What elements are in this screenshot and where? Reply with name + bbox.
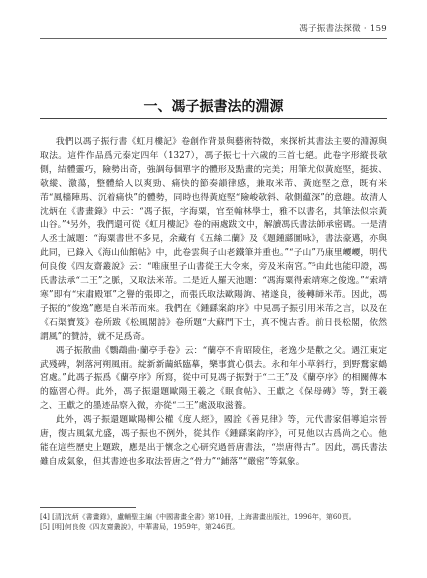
paragraph: 馮子振散曲《鸚鵡曲·蘭亭手卷》云：“蘭亭不肯昭陵住，老逸少是歡之父。遇江東定武殘碑，剝落河朔風雨。綻新新繭紙臨摹，樂事賞心俱去。永和年小草斜行，到野鶩家鶴宮處。”此馮子振爲《蘭亭序》所寫，從中可見馮子振對于“二王”及《蘭亭序》的相關傳本的臨習心得。此外，馮子振還題歐陽王羲之《眠食帖》、王獻之《保母磚》等，對王羲之、王獻之的墨迹品察入微，亦從“二王”處汲取滋養。 [40,345,387,412]
footnote: [5] [明]何良俊《四友齋叢說》，中華書局，1959年，第246頁。 [40,523,240,531]
footnote-rule [40,507,136,508]
section-title: 一、馮子振書法的淵源 [143,99,284,115]
paragraph: 此外，馮子振還題歐陽柳公權《度人經》，國詮《善見律》等，元代書家倡導追宗晉唐，復古風氣尤盛，馮子振也不例外，從其作《鍾繇案韵序》，可見他以古爲尚之心。他能在這些歷史上題跋，應是出于懷念之心研究過晉唐書法，“崇唐得古”。因此，馮氏書法雖自成氣象，但其書迹也多取法晉唐之“骨力”“鋪落”“嚴密”等氣象。 [40,415,387,467]
footnotes [40,512,387,532]
header-rule [40,38,387,39]
section-rule [40,118,387,119]
body-text [40,136,387,470]
footnote: [4] [清]沈炳《書畫錄》，盧輔聖主編《中國書畫全書》第10冊，上海書畫出版社，1996年，第60頁。 [40,513,356,521]
running-header: 馮子振書法探微 · 159 [299,24,387,34]
paragraph: 我們以馮子振行書《虹月樓記》卷創作背景與藝術特徵，來探析其書法主要的淵源與取法。這件作品爲元泰定四年（1327），馮子振七十六歲的三首七絕。此卷字形縱長欹側，結體靈巧，險勢出奇，強調每個單字的體形及點畫的完美；用筆尤似黃庭堅，挺拔、欹縱、激蕩，整體給人以爽勁、痛快的節奏韻律感，兼取米芾、黃庭堅之意，既有米芾“風檣陣馬、沉着痛快”的體勢，同時也得黃庭堅“險峻欹斜、欹側藴深”的意趣。故清人沈炳在《書畫錄》中云：“馮子振，字海粟，官至翰林學士，雅不以書名，其筆法似宗黃山谷。”⁴另外，我們還可從《虹月樓記》卷的兩處跋文中，解讀馮氏書法師承密碼。一是清人丞士誠題：“海粟書世不多見，余藏有《五絲二蘭》及《題鍾繇圖咏》，書法豪邁，亦與此同，已錄入《海山仙館帖》中，此卷雲與子山老鐵筆并重也。”“子山”乃康里巎巎，明代何良俊《四友齋叢說》云：“唯康里子山書從王大令來，旁及米南宮。”⁵由此也能印證，馮氏書法承“二王”之脈，又取法米芾。二是近人羅天池題：“馮海粟得索靖寒之俊逸。”“索靖寒”即有“宋肅殿軍”之譽的張即之，而張氏取法歐陽詢、褚遂良，後轉師米芾。因此，馮子振的“俊逸”應是自米芾而來。我們在《鍾繇案韵序》中見馮子振引用米芾之言，以及在《石渠寶笈》卷所跋《松風閣詩》卷所題“大蘇門下士，真不愧古香。前日長松閣，依然謂風”的贊詩，就不足爲奇。 [40,137,387,342]
